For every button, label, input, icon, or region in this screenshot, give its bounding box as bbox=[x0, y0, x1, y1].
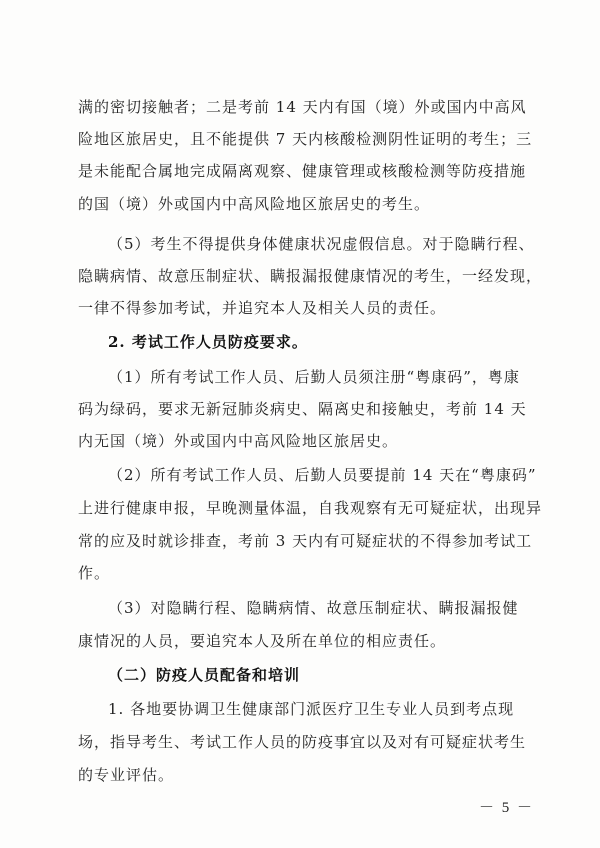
text-line: 常的应及时就诊排查，考前 3 天内有可疑症状的不得参加考试工 bbox=[78, 532, 533, 550]
text-line: 康情况的人员，要追究本人及所在单位的相应责任。 bbox=[78, 632, 447, 650]
text-line: 码为绿码，要求无新冠肺炎病史、隔离史和接触史，考前 14 天 bbox=[78, 400, 527, 418]
text-line: 的国（境）外或国内中高风险地区旅居史的考生。 bbox=[78, 195, 431, 213]
text-line: 隐瞒病情、故意压制症状、瞒报漏报健康情况的考生，一经发现， bbox=[78, 267, 543, 285]
text-line: 一律不得参加考试，并追究本人及相关人员的责任。 bbox=[78, 299, 447, 317]
section-heading: 2. 考试工作人员防疫要求。 bbox=[108, 333, 308, 351]
paragraph-first-line: （2）所有考试工作人员、后勤人员要提前 14 天在“粤康码” bbox=[108, 466, 537, 484]
text-line: 的专业评估。 bbox=[78, 766, 175, 784]
paragraph-first-line: 1. 各地要协调卫生健康部门派医疗卫生专业人员到考点现 bbox=[108, 700, 515, 718]
paragraph-first-line: （3）对隐瞒行程、隐瞒病情、故意压制症状、瞒报漏报健 bbox=[108, 599, 519, 617]
text-line: 是未能配合属地完成隔离观察、健康管理或核酸检测等防疫措施 bbox=[78, 162, 527, 180]
text-line: 险地区旅居史，且不能提供 7 天内核酸检测阴性证明的考生；三 bbox=[78, 130, 533, 148]
paragraph-first-line: （1）所有考试工作人员、后勤人员须注册“粤康码”，粤康 bbox=[108, 368, 520, 386]
text-line: 内无国（境）外或国内中高风险地区旅居史。 bbox=[78, 432, 399, 450]
section-heading: （二）防疫人员配备和培训 bbox=[108, 666, 301, 684]
paragraph-first-line: （5）考生不得提供身体健康状况虚假信息。对于隐瞒行程、 bbox=[108, 235, 535, 253]
text-line: 场，指导考生、考试工作人员的防疫事宜以及对有可疑症状考生 bbox=[78, 733, 527, 751]
text-line: 作。 bbox=[78, 564, 111, 582]
page-number: － 5 － bbox=[478, 800, 534, 816]
text-line: 上进行健康申报，早晚测量体温，自我观察有无可疑症状，出现异 bbox=[78, 499, 543, 517]
text-line: 满的密切接触者；二是考前 14 天内有国（境）外或国内中高风 bbox=[78, 98, 527, 116]
